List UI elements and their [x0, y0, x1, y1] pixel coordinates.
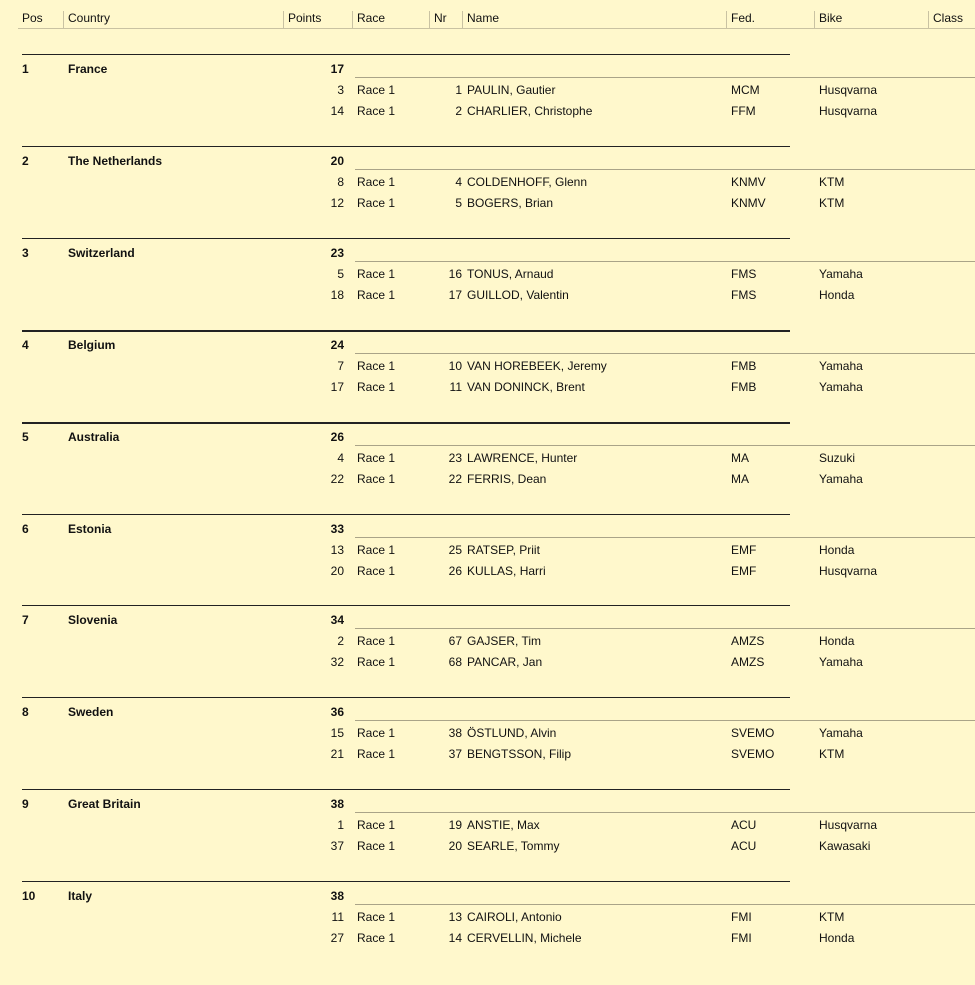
rider-name: CHARLIER, Christophe [467, 104, 593, 118]
rider-race: Race 1 [357, 564, 396, 578]
rider-race: Race 1 [357, 543, 396, 557]
subrow-divider [355, 904, 975, 905]
country-name: Australia [68, 430, 120, 444]
rider-nr: 68 [448, 655, 462, 669]
rider-points: 18 [330, 288, 344, 302]
rider-name: BOGERS, Brian [467, 196, 554, 210]
country-pos: 5 [22, 430, 29, 444]
rider-race: Race 1 [357, 267, 396, 281]
country-points: 24 [330, 338, 344, 352]
country-group [0, 422, 975, 514]
rider-fed: ACU [731, 818, 757, 832]
country-group [0, 789, 975, 881]
rider-fed: FMI [731, 931, 752, 945]
rider-points: 3 [337, 83, 344, 97]
group-divider [22, 238, 790, 239]
rider-bike: Honda [819, 634, 855, 648]
rider-fed: EMF [731, 543, 757, 557]
country-pos: 7 [22, 613, 29, 627]
subrow-divider [355, 812, 975, 813]
rider-name: KULLAS, Harri [467, 564, 546, 578]
rider-name: GUILLOD, Valentin [467, 288, 569, 302]
rider-points: 15 [330, 726, 344, 740]
rider-fed: MCM [731, 83, 760, 97]
group-divider [22, 422, 790, 424]
country-name: Switzerland [68, 246, 135, 260]
rider-points: 20 [330, 564, 344, 578]
country-group [0, 697, 975, 789]
rider-fed: FFM [731, 104, 756, 118]
group-divider [22, 605, 790, 606]
country-group [0, 605, 975, 697]
header-nr[interactable]: Nr [429, 11, 463, 29]
group-divider [22, 330, 790, 332]
country-name: The Netherlands [68, 154, 163, 168]
rider-race: Race 1 [357, 818, 396, 832]
country-group [0, 514, 975, 606]
rider-name: ÖSTLUND, Alvin [467, 726, 557, 740]
country-points: 33 [330, 522, 344, 536]
rider-fed: KNMV [731, 196, 766, 210]
rider-points: 14 [330, 104, 344, 118]
rider-fed: AMZS [731, 634, 765, 648]
rider-points: 12 [330, 196, 344, 210]
country-group [0, 238, 975, 330]
rider-points: 32 [330, 655, 344, 669]
country-group [0, 330, 975, 422]
rider-points: 21 [330, 747, 344, 761]
rider-race: Race 1 [357, 104, 396, 118]
rider-points: 8 [337, 175, 344, 189]
rider-nr: 1 [455, 83, 462, 97]
country-name: Great Britain [68, 797, 141, 811]
rider-nr: 10 [448, 359, 462, 373]
rider-race: Race 1 [357, 910, 396, 924]
rider-nr: 19 [448, 818, 462, 832]
country-name: Italy [68, 889, 93, 903]
rider-race: Race 1 [357, 288, 396, 302]
rider-bike: KTM [819, 175, 845, 189]
subrow-divider [355, 537, 975, 538]
rider-fed: SVEMO [731, 747, 775, 761]
rider-nr: 25 [448, 543, 462, 557]
rider-fed: EMF [731, 564, 757, 578]
rider-bike: Suzuki [819, 451, 856, 465]
country-pos: 8 [22, 705, 29, 719]
rider-name: GAJSER, Tim [467, 634, 542, 648]
rider-nr: 13 [448, 910, 462, 924]
rider-nr: 38 [448, 726, 462, 740]
rider-fed: AMZS [731, 655, 765, 669]
rider-race: Race 1 [357, 451, 396, 465]
rider-points: 7 [337, 359, 344, 373]
group-divider [22, 514, 790, 515]
rider-race: Race 1 [357, 359, 396, 373]
country-points: 26 [330, 430, 344, 444]
rider-name: BENGTSSON, Filip [467, 747, 572, 761]
table-header [0, 0, 975, 30]
country-group [0, 146, 975, 238]
country-name: France [68, 62, 108, 76]
rider-fed: FMI [731, 910, 752, 924]
header-name[interactable]: Name [462, 11, 727, 29]
rider-race: Race 1 [357, 634, 396, 648]
rider-points: 37 [330, 839, 344, 853]
rider-points: 11 [331, 910, 344, 924]
country-pos: 2 [22, 154, 29, 168]
header-points[interactable]: Points [283, 11, 353, 29]
rider-nr: 2 [455, 104, 462, 118]
rider-bike: Honda [819, 543, 855, 557]
country-pos: 6 [22, 522, 29, 536]
country-name: Estonia [68, 522, 112, 536]
group-divider [22, 789, 790, 790]
group-divider [22, 697, 790, 698]
country-pos: 3 [22, 246, 29, 260]
rider-points: 27 [330, 931, 344, 945]
rider-name: SEARLE, Tommy [467, 839, 560, 853]
country-name: Slovenia [68, 613, 118, 627]
rider-bike: Yamaha [819, 726, 863, 740]
country-points: 38 [330, 797, 344, 811]
rider-points: 1 [337, 818, 344, 832]
subrow-divider [355, 445, 975, 446]
header-race[interactable]: Race [352, 11, 430, 29]
rider-nr: 14 [448, 931, 462, 945]
country-points: 23 [330, 246, 344, 260]
country-points: 20 [330, 154, 344, 168]
rider-bike: KTM [819, 747, 845, 761]
rider-nr: 37 [448, 747, 462, 761]
country-name: Belgium [68, 338, 116, 352]
subrow-divider [355, 77, 975, 78]
rider-bike: Husqvarna [819, 564, 878, 578]
subrow-divider [355, 353, 975, 354]
header-class[interactable]: Class [928, 11, 975, 29]
rider-bike: Yamaha [819, 655, 863, 669]
group-divider [22, 881, 790, 882]
rider-bike: Husqvarna [819, 83, 878, 97]
country-points: 36 [330, 705, 344, 719]
header-bike[interactable]: Bike [814, 11, 929, 29]
rider-bike: Husqvarna [819, 818, 878, 832]
rider-name: ANSTIE, Max [467, 818, 540, 832]
header-fed[interactable]: Fed. [726, 11, 815, 29]
group-divider [22, 54, 790, 55]
rider-points: 22 [330, 472, 344, 486]
rider-name: VAN HOREBEEK, Jeremy [467, 359, 607, 373]
rider-name: COLDENHOFF, Glenn [467, 175, 588, 189]
rider-name: FERRIS, Dean [467, 472, 547, 486]
rider-fed: MA [731, 451, 749, 465]
rider-nr: 16 [448, 267, 462, 281]
rider-fed: FMS [731, 288, 757, 302]
rider-name: LAWRENCE, Hunter [467, 451, 578, 465]
rider-bike: Yamaha [819, 359, 863, 373]
country-pos: 4 [22, 338, 29, 352]
rider-bike: Yamaha [819, 380, 863, 394]
rider-race: Race 1 [357, 655, 396, 669]
rider-fed: KNMV [731, 175, 766, 189]
rider-fed: ACU [731, 839, 757, 853]
rider-nr: 20 [448, 839, 462, 853]
rider-nr: 26 [448, 564, 462, 578]
rider-name: TONUS, Arnaud [467, 267, 554, 281]
rider-bike: Honda [819, 288, 855, 302]
rider-nr: 23 [448, 451, 462, 465]
rider-bike: Yamaha [819, 267, 863, 281]
group-divider [22, 146, 790, 147]
rider-bike: Husqvarna [819, 104, 878, 118]
rider-race: Race 1 [357, 747, 396, 761]
rider-name: PAULIN, Gautier [467, 83, 556, 97]
rider-points: 13 [330, 543, 344, 557]
rider-points: 5 [337, 267, 344, 281]
subrow-divider [355, 720, 975, 721]
country-points: 34 [330, 613, 344, 627]
rider-nr: 67 [448, 634, 462, 648]
rider-race: Race 1 [357, 196, 396, 210]
rider-bike: KTM [819, 196, 845, 210]
country-pos: 9 [22, 797, 29, 811]
country-name: Sweden [68, 705, 114, 719]
rider-points: 4 [337, 451, 344, 465]
rider-nr: 5 [455, 196, 462, 210]
rider-race: Race 1 [357, 472, 396, 486]
rider-fed: SVEMO [731, 726, 775, 740]
rider-race: Race 1 [357, 839, 396, 853]
country-points: 17 [330, 62, 344, 76]
rider-nr: 11 [449, 380, 462, 394]
country-pos: 10 [22, 889, 36, 903]
subrow-divider [355, 628, 975, 629]
rider-name: CERVELLIN, Michele [467, 931, 582, 945]
subrow-divider [355, 261, 975, 262]
country-group [0, 881, 975, 973]
rider-fed: FMB [731, 380, 757, 394]
rider-race: Race 1 [357, 931, 396, 945]
country-points: 38 [330, 889, 344, 903]
rider-name: PANCAR, Jan [467, 655, 543, 669]
header-pos[interactable]: Pos [18, 11, 64, 29]
rider-nr: 17 [448, 288, 462, 302]
rider-race: Race 1 [357, 175, 396, 189]
rider-fed: FMB [731, 359, 757, 373]
rider-name: RATSEP, Priit [467, 543, 540, 557]
rider-nr: 4 [455, 175, 462, 189]
rider-nr: 22 [448, 472, 462, 486]
rider-race: Race 1 [357, 726, 396, 740]
rider-name: VAN DONINCK, Brent [467, 380, 585, 394]
subrow-divider [355, 169, 975, 170]
rider-race: Race 1 [357, 380, 396, 394]
country-group [0, 54, 975, 146]
rider-points: 17 [330, 380, 344, 394]
rider-bike: Kawasaki [819, 839, 871, 853]
rider-points: 2 [337, 634, 344, 648]
rider-fed: FMS [731, 267, 757, 281]
rider-race: Race 1 [357, 83, 396, 97]
rider-name: CAIROLI, Antonio [467, 910, 562, 924]
rider-bike: Yamaha [819, 472, 863, 486]
header-country[interactable]: Country [63, 11, 284, 29]
country-pos: 1 [22, 62, 29, 76]
rider-bike: KTM [819, 910, 845, 924]
rider-fed: MA [731, 472, 749, 486]
rider-bike: Honda [819, 931, 855, 945]
